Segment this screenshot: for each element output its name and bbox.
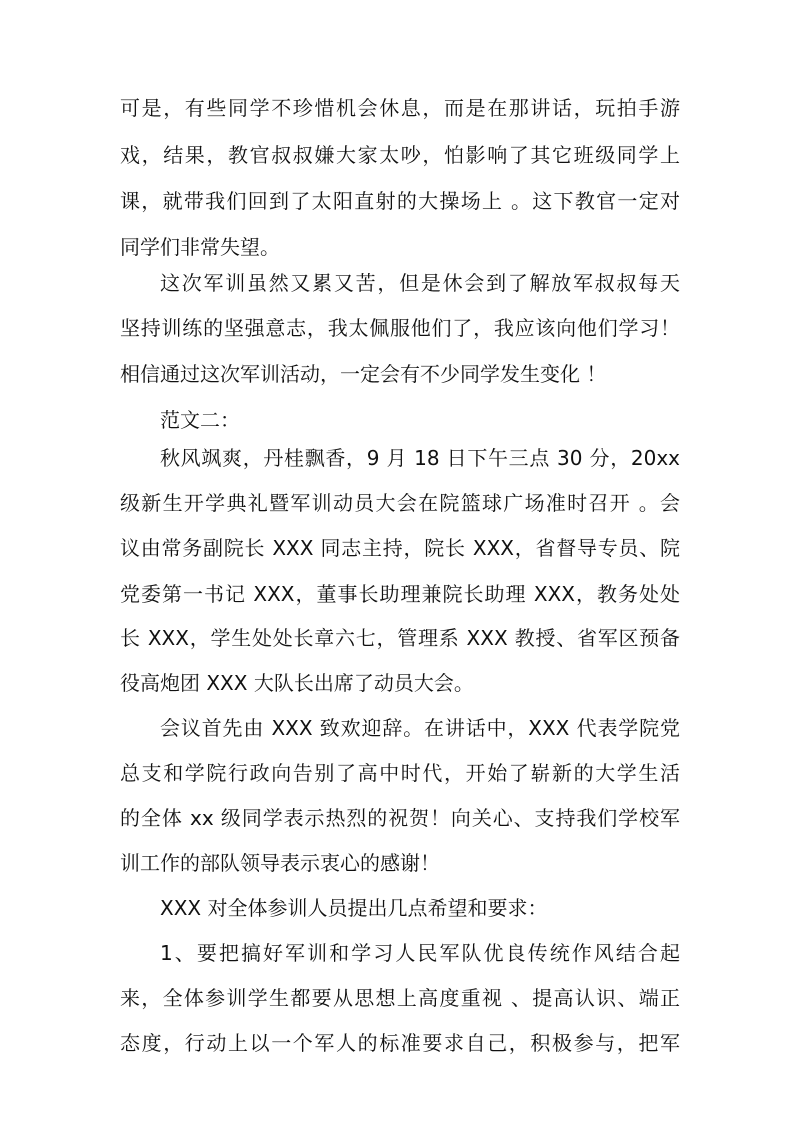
text-line: 长 XXX，学生处处长章六七，管理系 XXX 教授、省军区预备 bbox=[120, 626, 680, 650]
text-line: 秋风飒爽，丹桂飘香，9 月 18 日下午三点 30 分，20xx bbox=[160, 446, 680, 470]
section-heading: 范文二： bbox=[160, 408, 240, 432]
text-line: 党委第一书记 XXX，董事长助理兼院长助理 XXX，教务处处 bbox=[120, 582, 680, 606]
text-line: 级新生开学典礼暨军训动员大会在院篮球广场准时召开 。会 bbox=[120, 491, 680, 515]
text-line: 戏，结果，教官叔叔嫌大家太吵，怕影响了其它班级同学上 bbox=[120, 143, 680, 167]
text-line: 的全体 xx 级同学表示热烈的祝贺！向关心、支持我们学校军 bbox=[120, 806, 680, 830]
text-line: 态度，行动上以一个军人的标准要求自己，积极参与，把军 bbox=[120, 1031, 680, 1055]
text-line: XXX 对全体参训人员提出几点希望和要求： bbox=[160, 896, 548, 920]
text-line: 相信通过这次军训活动，一定会有不少同学发生变化 ！ bbox=[120, 362, 607, 386]
text-line: 训工作的部队领导表示衷心的感谢！ bbox=[120, 851, 440, 875]
text-line: 总支和学院行政向告别了高中时代，开始了崭新的大学生活 bbox=[120, 761, 680, 785]
text-line: 同学们非常失望。 bbox=[120, 235, 280, 259]
text-line: 役高炮团 XXX 大队长出席了动员大会。 bbox=[120, 671, 474, 695]
text-line: 课，就带我们回到了太阳直射的大操场上 。这下教官一定对 bbox=[120, 189, 680, 213]
text-line: 来，全体参训学生都要从思想上高度重视 、提高认识、端正 bbox=[120, 986, 680, 1010]
text-line: 议由常务副院长 XXX 同志主持，院长 XXX，省督导专员、院 bbox=[120, 536, 680, 560]
text-line: 坚持训练的坚强意志，我太佩服他们了，我应该向他们学习！ bbox=[120, 316, 680, 340]
text-line: 1、要把搞好军训和学习人民军队优良传统作风结合起 bbox=[160, 941, 680, 965]
text-line: 可是，有些同学不珍惜机会休息，而是在那讲话，玩拍手游 bbox=[120, 96, 680, 120]
text-line: 会议首先由 XXX 致欢迎辞。在讲话中，XXX 代表学院党 bbox=[160, 716, 680, 740]
text-line: 这次军训虽然又累又苦，但是休会到了解放军叔叔每天 bbox=[160, 271, 680, 295]
